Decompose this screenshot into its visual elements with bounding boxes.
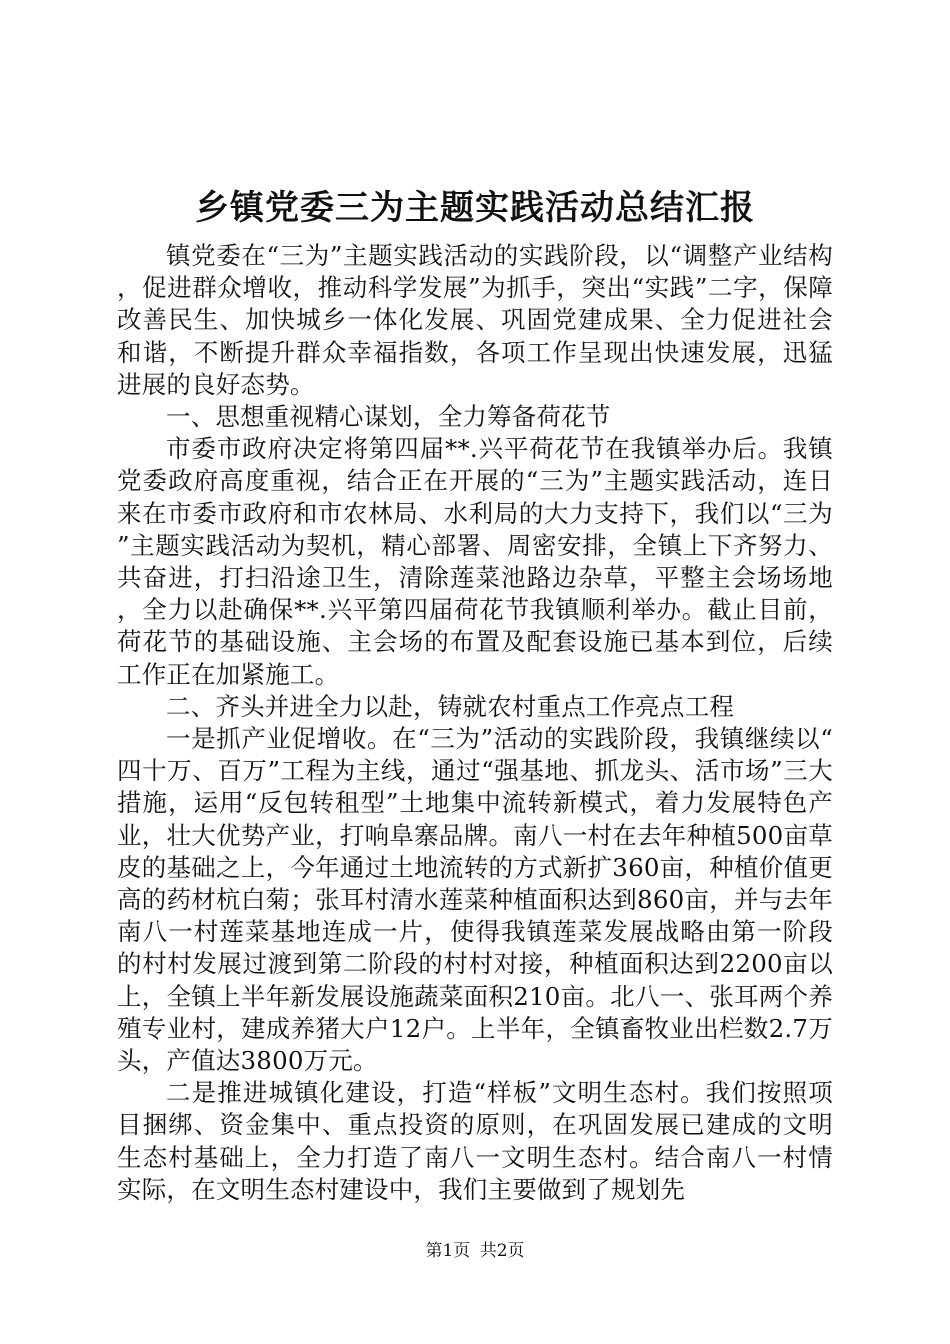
paragraph-lotus-festival: 市委市政府决定将第四届**.兴平荷花节在我镇举办后。我镇党委政府高度重视，结合正在开展的“三为”主题实践活动，连日来在市委市政府和市农林局、水利局的大力支持下，我们以“三为”主题实践活动为契机，精心部署、周密安排，全镇上下齐努力、共奋进，打扫沿途卫生，清除莲菜池路边杂草，平整主会场场地，全力以赴确保**.兴平第四届荷花节我镇顺利举办。截止目前，荷花节的基础设施、主会场的布置及配套设施已基本到位，后续工作正在加紧施工。 [117,434,833,689]
page-footer [0,1240,950,1262]
document-title: 乡镇党委三为主题实践活动总结汇报 [195,188,755,228]
page-number: 第1页 [425,1241,471,1261]
page-total: 共2页 [479,1241,525,1261]
paragraph-urbanization: 二是推进城镇化建设，打造“样板”文明生态村。我们按照项目捆绑、资金集中、重点投资的原则，在巩固发展已建成的文明生态村基础上，全力打造了南八一文明生态村。结合南八一村情实际，在文明生态村建设中，我们主要做到了规划先 [117,1078,833,1204]
paragraph-intro: 镇党委在“三为”主题实践活动的实践阶段，以“调整产业结构，促进群众增收，推动科学发展”为抓手，突出“实践”二字，保障改善民生、加快城乡一体化发展、巩固党建成果、全力促进社会和谐，不断提升群众幸福指数，各项工作呈现出快速发展，迅猛进展的良好态势。 [117,241,833,399]
paragraph-industry: 一是抓产业促增收。在“三为”活动的实践阶段，我镇继续以“四十万、百万”工程为主线，通过“强基地、抓龙头、活市场”三大措施，运用“反包转租型”土地集中流转新模式，着力发展特色产业，壮大优势产业，打响阜寨品牌。南八一村在去年种植500亩草皮的基础之上，今年通过土地流转的方式新扩360亩，种植价值更高的药材杭白菊；张耳村清水莲菜种植面积达到860亩，并与去年南八一村莲菜基地连成一片，使得我镇莲菜发展战略由第一阶段的村村发展过渡到第二阶段的村村对接，种植面积达到2200亩以上，全镇上半年新发展设施蔬菜面积210亩。北八一、张耳两个养殖专业村，建成养猪大户12户。上半年，全镇畜牧业出栏数2.7万头，产值达3800万元。 [117,724,833,1076]
section-heading-2: 二、齐头并进全力以赴，铸就农村重点工作亮点工程 [166,691,735,721]
document-body [117,240,833,1206]
section-heading-1: 一、思想重视精心谋划，全力筹备荷花节 [166,402,611,432]
